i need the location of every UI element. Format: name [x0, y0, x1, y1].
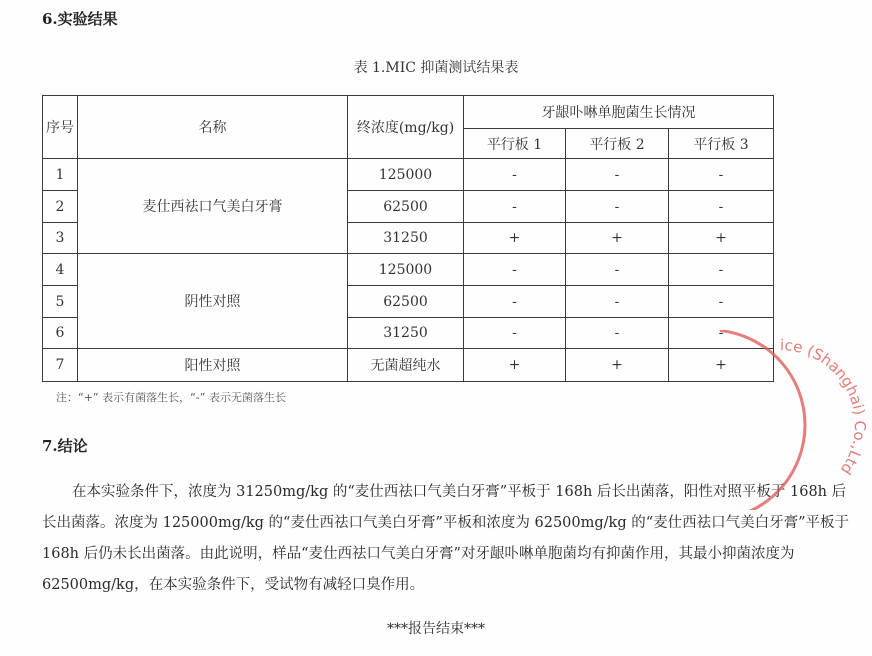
company-seal-stamp — [720, 330, 872, 510]
header-plate-1: 平行板 1 — [464, 129, 566, 159]
row-concentration: 62500 — [348, 191, 464, 223]
plate-result: - — [464, 159, 566, 191]
row-index: 7 — [43, 349, 78, 382]
plate-result: + — [464, 349, 566, 382]
plate-result: - — [464, 286, 566, 318]
plate-result: - — [566, 318, 669, 349]
plate-result: + — [669, 349, 774, 382]
row-concentration: 125000 — [348, 254, 464, 286]
table-row — [43, 349, 774, 382]
header-growth-group: 牙龈卟啉单胞菌生长情况 — [464, 96, 774, 129]
header-plate-3: 平行板 3 — [669, 129, 774, 159]
row-index: 1 — [43, 159, 78, 191]
plate-result: - — [566, 286, 669, 318]
header-index: 序号 — [43, 96, 78, 159]
conclusion-line: 62500mg/kg，在本实验条件下，受试物有减轻口臭作用。 — [42, 577, 425, 593]
row-index: 3 — [43, 223, 78, 254]
conclusion-line: 168h 后仍未长出菌落。由此说明，样品“麦仕西祛口气美白牙膏”对牙龈卟啉单胞菌均有抑菌作用，其最小抑菌浓度为 — [42, 546, 795, 562]
plate-result: - — [464, 254, 566, 286]
plate-result: - — [669, 254, 774, 286]
header-plate-2: 平行板 2 — [566, 129, 669, 159]
section-7-heading: 7.结论 — [42, 437, 88, 455]
row-index: 2 — [43, 191, 78, 223]
row-concentration: 31250 — [348, 223, 464, 254]
svg-text:ice (Shanghai) Co.,Ltd — [780, 336, 869, 478]
group-name: 阴性对照 — [78, 254, 348, 349]
group-name: 麦仕西祛口气美白牙膏 — [78, 159, 348, 254]
report-end-mark: ***报告结束*** — [387, 621, 485, 637]
table-caption: 表 1.MIC 抑菌测试结果表 — [353, 60, 519, 76]
plate-result: + — [669, 223, 774, 254]
section-6-heading: 6.实验结果 — [42, 10, 118, 28]
plate-result: + — [566, 349, 669, 382]
plate-result: - — [669, 191, 774, 223]
plate-result: - — [566, 191, 669, 223]
conclusion-paragraph — [42, 477, 850, 601]
table-row — [43, 254, 774, 286]
conclusion-line: 长出菌落。浓度为 125000mg/kg 的“麦仕西祛口气美白牙膏”平板和浓度为 62500mg/kg 的“麦仕西祛口气美白牙膏”平板于 — [42, 515, 850, 531]
plate-result: + — [566, 223, 669, 254]
table-note: 注：“+” 表示有菌落生长，“-” 表示无菌落生长 — [56, 391, 286, 404]
row-index: 5 — [43, 286, 78, 318]
plate-result: - — [464, 318, 566, 349]
mic-results-table — [42, 95, 774, 382]
plate-result: + — [464, 223, 566, 254]
row-index: 4 — [43, 254, 78, 286]
row-concentration: 62500 — [348, 286, 464, 318]
header-name: 名称 — [78, 96, 348, 159]
plate-result: - — [669, 159, 774, 191]
plate-result: - — [669, 286, 774, 318]
row-index: 6 — [43, 318, 78, 349]
plate-result: - — [464, 191, 566, 223]
plate-result: - — [566, 254, 669, 286]
table-row — [43, 159, 774, 191]
row-concentration: 31250 — [348, 318, 464, 349]
stamp-text: ice (Shanghai) Co.,Ltd — [779, 335, 870, 478]
group-name: 阳性对照 — [78, 349, 348, 382]
header-concentration: 终浓度(mg/kg) — [348, 96, 464, 159]
row-concentration: 无菌超纯水 — [348, 349, 464, 382]
plate-result: - — [669, 318, 774, 349]
plate-result: - — [566, 159, 669, 191]
row-concentration: 125000 — [348, 159, 464, 191]
conclusion-line: 在本实验条件下，浓度为 31250mg/kg 的“麦仕西祛口气美白牙膏”平板于 168h 后长出菌落，阳性对照平板于 168h 后 — [72, 484, 847, 500]
